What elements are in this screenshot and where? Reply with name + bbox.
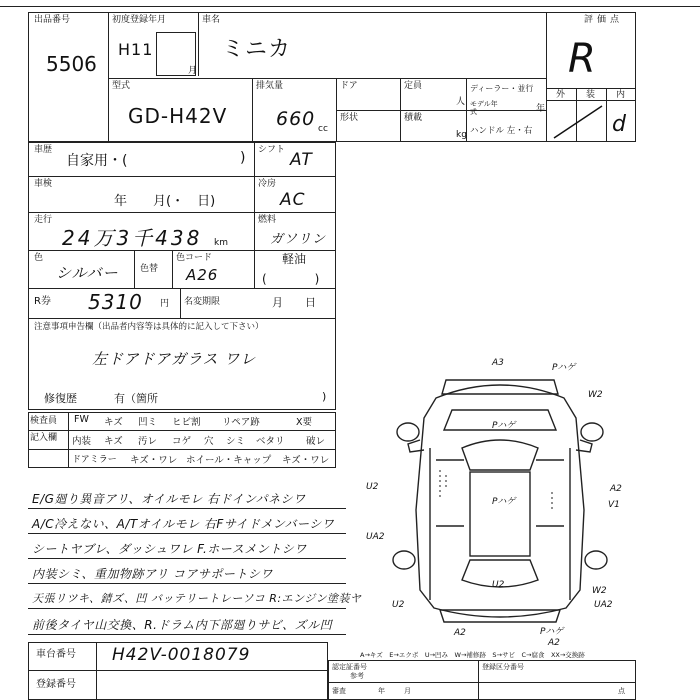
check-interior: 内装 xyxy=(72,436,92,447)
check-scratch: キズ xyxy=(104,417,123,428)
month-footer-label: 月 xyxy=(404,687,411,695)
comment-rule xyxy=(28,533,346,534)
check-wheel-damage: キズ・ワレ xyxy=(282,455,330,466)
divider xyxy=(28,176,336,177)
check-fw: FW xyxy=(74,414,89,425)
comment-rule xyxy=(28,634,346,635)
load-label: 積載 xyxy=(404,113,423,123)
divider xyxy=(172,250,173,288)
divider xyxy=(134,250,135,288)
check-mirror-damage: キズ・ワレ xyxy=(130,455,178,466)
damage-mark: UA2 xyxy=(366,532,385,542)
shape-label: 形状 xyxy=(340,113,359,123)
check-mirror: ドアミラー xyxy=(72,455,117,465)
displacement-unit: cc xyxy=(318,124,328,134)
handle-label: ハンドル 左・右 xyxy=(470,126,533,136)
name-change-value: 月 日 xyxy=(272,296,316,309)
check-x-required: X要 xyxy=(296,417,313,428)
displacement-label: 排気量 xyxy=(256,81,284,91)
damage-mark: Pハゲ xyxy=(492,421,516,431)
divider xyxy=(28,430,336,431)
shift-value: AT xyxy=(290,150,313,170)
notes-value: 左ドアドアガラス ワレ xyxy=(92,350,257,368)
grade-value: R xyxy=(568,36,597,82)
usage-label: 車歴 xyxy=(34,145,53,155)
check-int-scratch: キズ xyxy=(104,436,123,447)
divider xyxy=(336,110,546,111)
fuel-paren: ( ) xyxy=(262,272,320,286)
check-int-hole: 穴 xyxy=(204,436,214,447)
mileage-unit: km xyxy=(214,238,228,248)
lot-number: 5506 xyxy=(46,52,97,76)
dealer-label: ディーラー・並行 xyxy=(470,84,534,93)
divider xyxy=(28,318,336,319)
check-int-burn: コゲ xyxy=(172,436,192,447)
car-name-label: 車名 xyxy=(202,15,221,25)
damage-mark: A3 xyxy=(492,358,504,368)
lot-number-label: 出品番号 xyxy=(34,15,71,25)
model-label: 型式 xyxy=(112,81,131,91)
recycle-label: R券 xyxy=(34,296,51,307)
door-label: ドア xyxy=(340,81,358,91)
interior-label: 内 xyxy=(616,90,626,100)
mileage-label: 走行 xyxy=(34,215,53,225)
chassis-value: H42V-0018079 xyxy=(112,645,251,665)
damage-mark: UA2 xyxy=(594,600,613,610)
grade-label: 評価点 xyxy=(584,15,624,25)
divider xyxy=(108,12,109,142)
damage-mark: U2 xyxy=(366,482,379,492)
capacity-label: 定員 xyxy=(404,81,423,91)
divider xyxy=(328,682,636,683)
damage-mark: U2 xyxy=(492,580,505,590)
color-code-label: 色コード xyxy=(176,253,213,263)
divider xyxy=(254,142,255,288)
damage-mark: Pハゲ xyxy=(540,627,564,637)
fuel-value: ガソリン xyxy=(270,232,327,247)
check-crack: ヒビ割 xyxy=(172,417,201,428)
interior-grade: d xyxy=(612,112,627,137)
color-change-label: 色替 xyxy=(140,264,159,274)
equipment-label: 装 xyxy=(586,90,596,100)
divider xyxy=(198,12,199,76)
recycle-value: 5310 xyxy=(88,290,143,314)
check-int-tear: 破レ xyxy=(306,436,326,447)
inspector-footer-label: 審査 xyxy=(332,687,346,695)
comment-rule xyxy=(28,558,346,559)
divider xyxy=(546,88,636,89)
comment-line: E/G廻り異音アリ、オイルモレ 右ドインパネシワ xyxy=(32,492,306,506)
inspection-value: 年 月(・ 日) xyxy=(114,194,216,209)
repair-close: ) xyxy=(322,390,327,403)
diesel-label: 軽油 xyxy=(282,252,307,266)
divider xyxy=(28,212,336,213)
repair-label: 修復歴 xyxy=(44,392,77,405)
damage-mark: U2 xyxy=(392,600,405,610)
damage-mark: W2 xyxy=(588,390,603,400)
model-value: GD-H42V xyxy=(128,104,228,128)
month-unit: 月 xyxy=(188,66,198,76)
damage-mark: Pハゲ xyxy=(492,497,516,507)
divider xyxy=(96,642,97,700)
comment-line: 内装シミ、重加物跡アリ コアサポートシワ xyxy=(32,567,273,581)
displacement-value: 660 xyxy=(276,108,316,130)
first-registration-value: H11 xyxy=(118,40,154,59)
divider xyxy=(28,449,336,450)
car-name: ミニカ xyxy=(222,37,292,62)
check-int-sticky: ベタリ xyxy=(256,436,285,447)
year-unit: 年 xyxy=(536,104,546,114)
comment-rule xyxy=(28,608,346,609)
divider xyxy=(28,288,336,289)
divider xyxy=(180,288,181,318)
ac-label: 冷房 xyxy=(258,179,277,189)
load-unit: kg xyxy=(456,130,467,140)
divider xyxy=(546,12,547,142)
check-int-dirt: 汚レ xyxy=(138,436,158,447)
year-footer-label: 年 xyxy=(378,687,385,695)
first-registration-label: 初度登録年月 xyxy=(112,15,167,25)
usage-value: 自家用・( xyxy=(66,153,128,169)
notes-label: 注意事項申告欄（出品者内容等は具体的に記入して下さい） xyxy=(34,322,264,332)
model-year-label: モデル年式 xyxy=(470,100,498,116)
score-footer-label: 点 xyxy=(618,687,625,695)
inspection-label: 車検 xyxy=(34,179,53,189)
ac-value: AC xyxy=(280,190,306,210)
shift-label: シフト xyxy=(258,145,286,155)
divider xyxy=(252,78,253,142)
comment-line: シートヤブレ、ダッシュワレ F.ホースメントシワ xyxy=(32,542,307,556)
cert-label: 認定証番号 xyxy=(332,663,367,671)
check-int-stain: シミ xyxy=(226,436,246,447)
color-value: シルバー xyxy=(56,264,119,282)
entry-label: 記入欄 xyxy=(30,433,58,443)
damage-mark: Pハゲ xyxy=(552,363,576,373)
damage-mark: V1 xyxy=(608,500,620,510)
color-code-value: A26 xyxy=(186,266,219,284)
comment-line: A/C冷えない、A/Tオイルモレ 右Fサイドメンバーシワ xyxy=(32,517,335,531)
usage-close: ) xyxy=(240,150,246,166)
damage-mark: W2 xyxy=(592,586,607,596)
check-wheel: ホイール・キャップ xyxy=(186,455,272,466)
color-label: 色 xyxy=(34,253,44,263)
divider xyxy=(68,412,69,468)
recycle-unit: 円 xyxy=(160,299,170,309)
capacity-unit: 人 xyxy=(456,97,466,107)
fuel-label: 燃料 xyxy=(258,215,277,225)
top-cut-line xyxy=(0,6,700,7)
exterior-label: 外 xyxy=(556,90,566,100)
comment-line: 前後タイヤ山交換、R.ドラム内下部廻りサビ、ズル凹 xyxy=(32,618,333,632)
check-dent: 凹ミ xyxy=(138,417,158,428)
divider xyxy=(478,660,479,700)
chassis-label: 車台番号 xyxy=(36,649,76,660)
divider xyxy=(28,670,328,671)
damage-mark: A2 xyxy=(454,628,466,638)
damage-mark: A2 xyxy=(610,484,622,494)
damage-mark: A2 xyxy=(548,638,560,648)
header-frame xyxy=(28,12,636,142)
comment-rule xyxy=(28,508,346,509)
exterior-slash xyxy=(550,102,606,142)
divider xyxy=(606,88,607,142)
repair-value: 有（箇所 xyxy=(114,392,158,405)
mileage-value: 24万3千438 xyxy=(62,226,203,250)
reference-label: 参考 xyxy=(350,672,364,680)
divider xyxy=(108,78,546,79)
cert-label-2: 登録区分番号 xyxy=(482,663,524,671)
damage-legend: A→キズ E→エクボ U→凹み W→補修跡 S→サビ C→腐食 XX→交換跡 xyxy=(360,651,585,659)
check-repair-mark: リペア跡 xyxy=(222,417,260,428)
comment-line: 天張リツキ、錆ズ、凹 バッテリートレーソコ R:エンジン塗装ヤ xyxy=(32,592,362,605)
divider xyxy=(546,100,636,101)
name-change-label: 名変期限 xyxy=(184,297,221,307)
comment-rule xyxy=(28,583,346,584)
registration-label: 登録番号 xyxy=(36,679,76,690)
inspector-label: 検査員 xyxy=(30,416,58,426)
